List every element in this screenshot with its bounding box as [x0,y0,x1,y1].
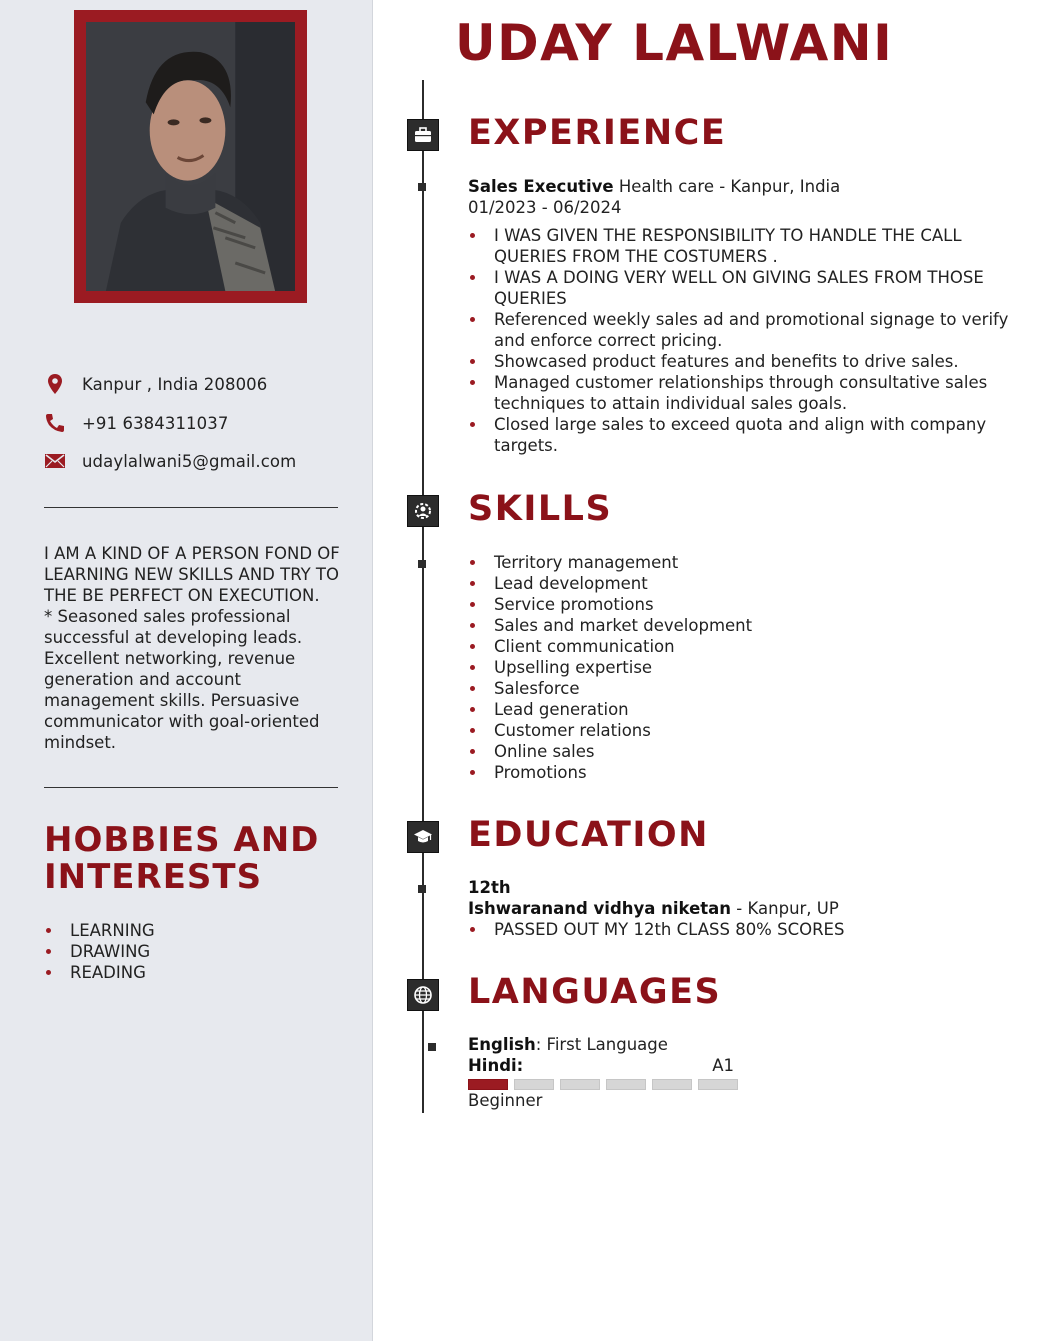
english-label: English [468,1035,536,1054]
hindi-level-bar [468,1079,1013,1090]
location-pin-icon [44,373,66,395]
skills-heading: SKILLS [468,489,613,529]
skills-entry [468,545,1013,783]
email-text: udaylalwani5@gmail.com [82,451,297,471]
skill-item: Sales and market development [468,615,1013,636]
level-segment [468,1079,508,1090]
hindi-level-text: Beginner [468,1091,543,1110]
skill-item: Territory management [468,552,1013,573]
school-name: Ishwaranand vidhya niketan [468,899,732,918]
about-paragraph: I AM A KIND OF A PERSON FOND OF LEARNING NEW SKILLS AND TRY TO THE BE PERFECT ON EXECUTION. [44,544,340,605]
level-segment [606,1079,646,1090]
timeline-marker [418,885,426,893]
level-segment [652,1079,692,1090]
skills-list [468,552,1013,783]
skill-item: Lead generation [468,699,1013,720]
phone-text: +91 6384311037 [82,413,229,433]
skills-gear-icon [407,495,439,527]
experience-bullet: I WAS GIVEN THE RESPONSIBILITY TO HANDLE THE CALL QUERIES FROM THE COSTUMERS . [468,225,1013,267]
skill-item: Upselling expertise [468,657,1013,678]
job-dates: 01/2023 - 06/2024 [468,198,622,217]
job-title: Sales Executive [468,177,614,196]
skill-item: Customer relations [468,720,1013,741]
skill-item: Client communication [468,636,1013,657]
hindi-label: Hindi: [468,1056,524,1075]
hobby-item: READING [44,962,155,983]
experience-bullets [468,225,1013,456]
degree: 12th [468,878,511,897]
graduation-cap-icon [407,821,439,853]
profile-photo-frame [74,10,307,303]
education-bullet: PASSED OUT MY 12th CLASS 80% SCORES [468,919,1013,940]
profile-photo [86,22,295,291]
contact-email [44,449,296,473]
briefcase-icon [407,119,439,151]
email-icon [44,450,66,472]
languages-heading: LANGUAGES [468,972,722,1012]
hindi-code: A1 [712,1056,734,1075]
school-location: - Kanpur, UP [731,899,839,918]
languages-entry [468,1034,1013,1111]
hobbies-list [44,920,155,983]
contact-location [44,372,267,396]
hobby-item: LEARNING [44,920,155,941]
skill-item: Promotions [468,762,1013,783]
experience-bullet: Referenced weekly sales ad and promotional signage to verify and enforce correct pricing. [468,309,1013,351]
level-segment [514,1079,554,1090]
education-heading: EDUCATION [468,815,709,855]
candidate-name: UDAY LALWANI [455,14,894,72]
experience-bullet: Managed customer relationships through consultative sales techniques to attain individual sales goals. [468,372,1013,414]
hobby-item: DRAWING [44,941,155,962]
hobbies-heading: HOBBIES AND INTERESTS [44,820,320,897]
location-text: Kanpur , India 208006 [82,374,268,394]
divider [44,507,338,508]
skill-item: Service promotions [468,594,1013,615]
level-segment [560,1079,600,1090]
skill-item: Salesforce [468,678,1013,699]
skill-item: Online sales [468,741,1013,762]
experience-entry [468,176,1013,456]
timeline-marker [418,560,426,568]
about-summary [44,543,344,753]
timeline-marker [418,183,426,191]
experience-bullet: I WAS A DOING VERY WELL ON GIVING SALES FROM THOSE QUERIES [468,267,1013,309]
education-bullets [468,919,1013,940]
experience-heading: EXPERIENCE [468,113,727,153]
phone-icon [44,412,66,434]
english-level: : First Language [535,1035,668,1054]
contact-phone [44,411,228,435]
job-place: Health care - Kanpur, India [618,177,841,196]
timeline-line [422,80,424,1113]
skill-item: Lead development [468,573,1013,594]
experience-bullet: Closed large sales to exceed quota and align with company targets. [468,414,1013,456]
sidebar [0,0,373,1341]
about-paragraph: * Seasoned sales professional successful at developing leads. Excellent networking, revenue generation and account management skills. Persuasive communicator with goal-oriented mindset. [44,607,320,752]
timeline-marker [428,1043,436,1051]
education-entry [468,877,1013,940]
experience-bullet: Showcased product features and benefits to drive sales. [468,351,1013,372]
divider [44,787,338,788]
globe-icon [407,979,439,1011]
level-segment [698,1079,738,1090]
